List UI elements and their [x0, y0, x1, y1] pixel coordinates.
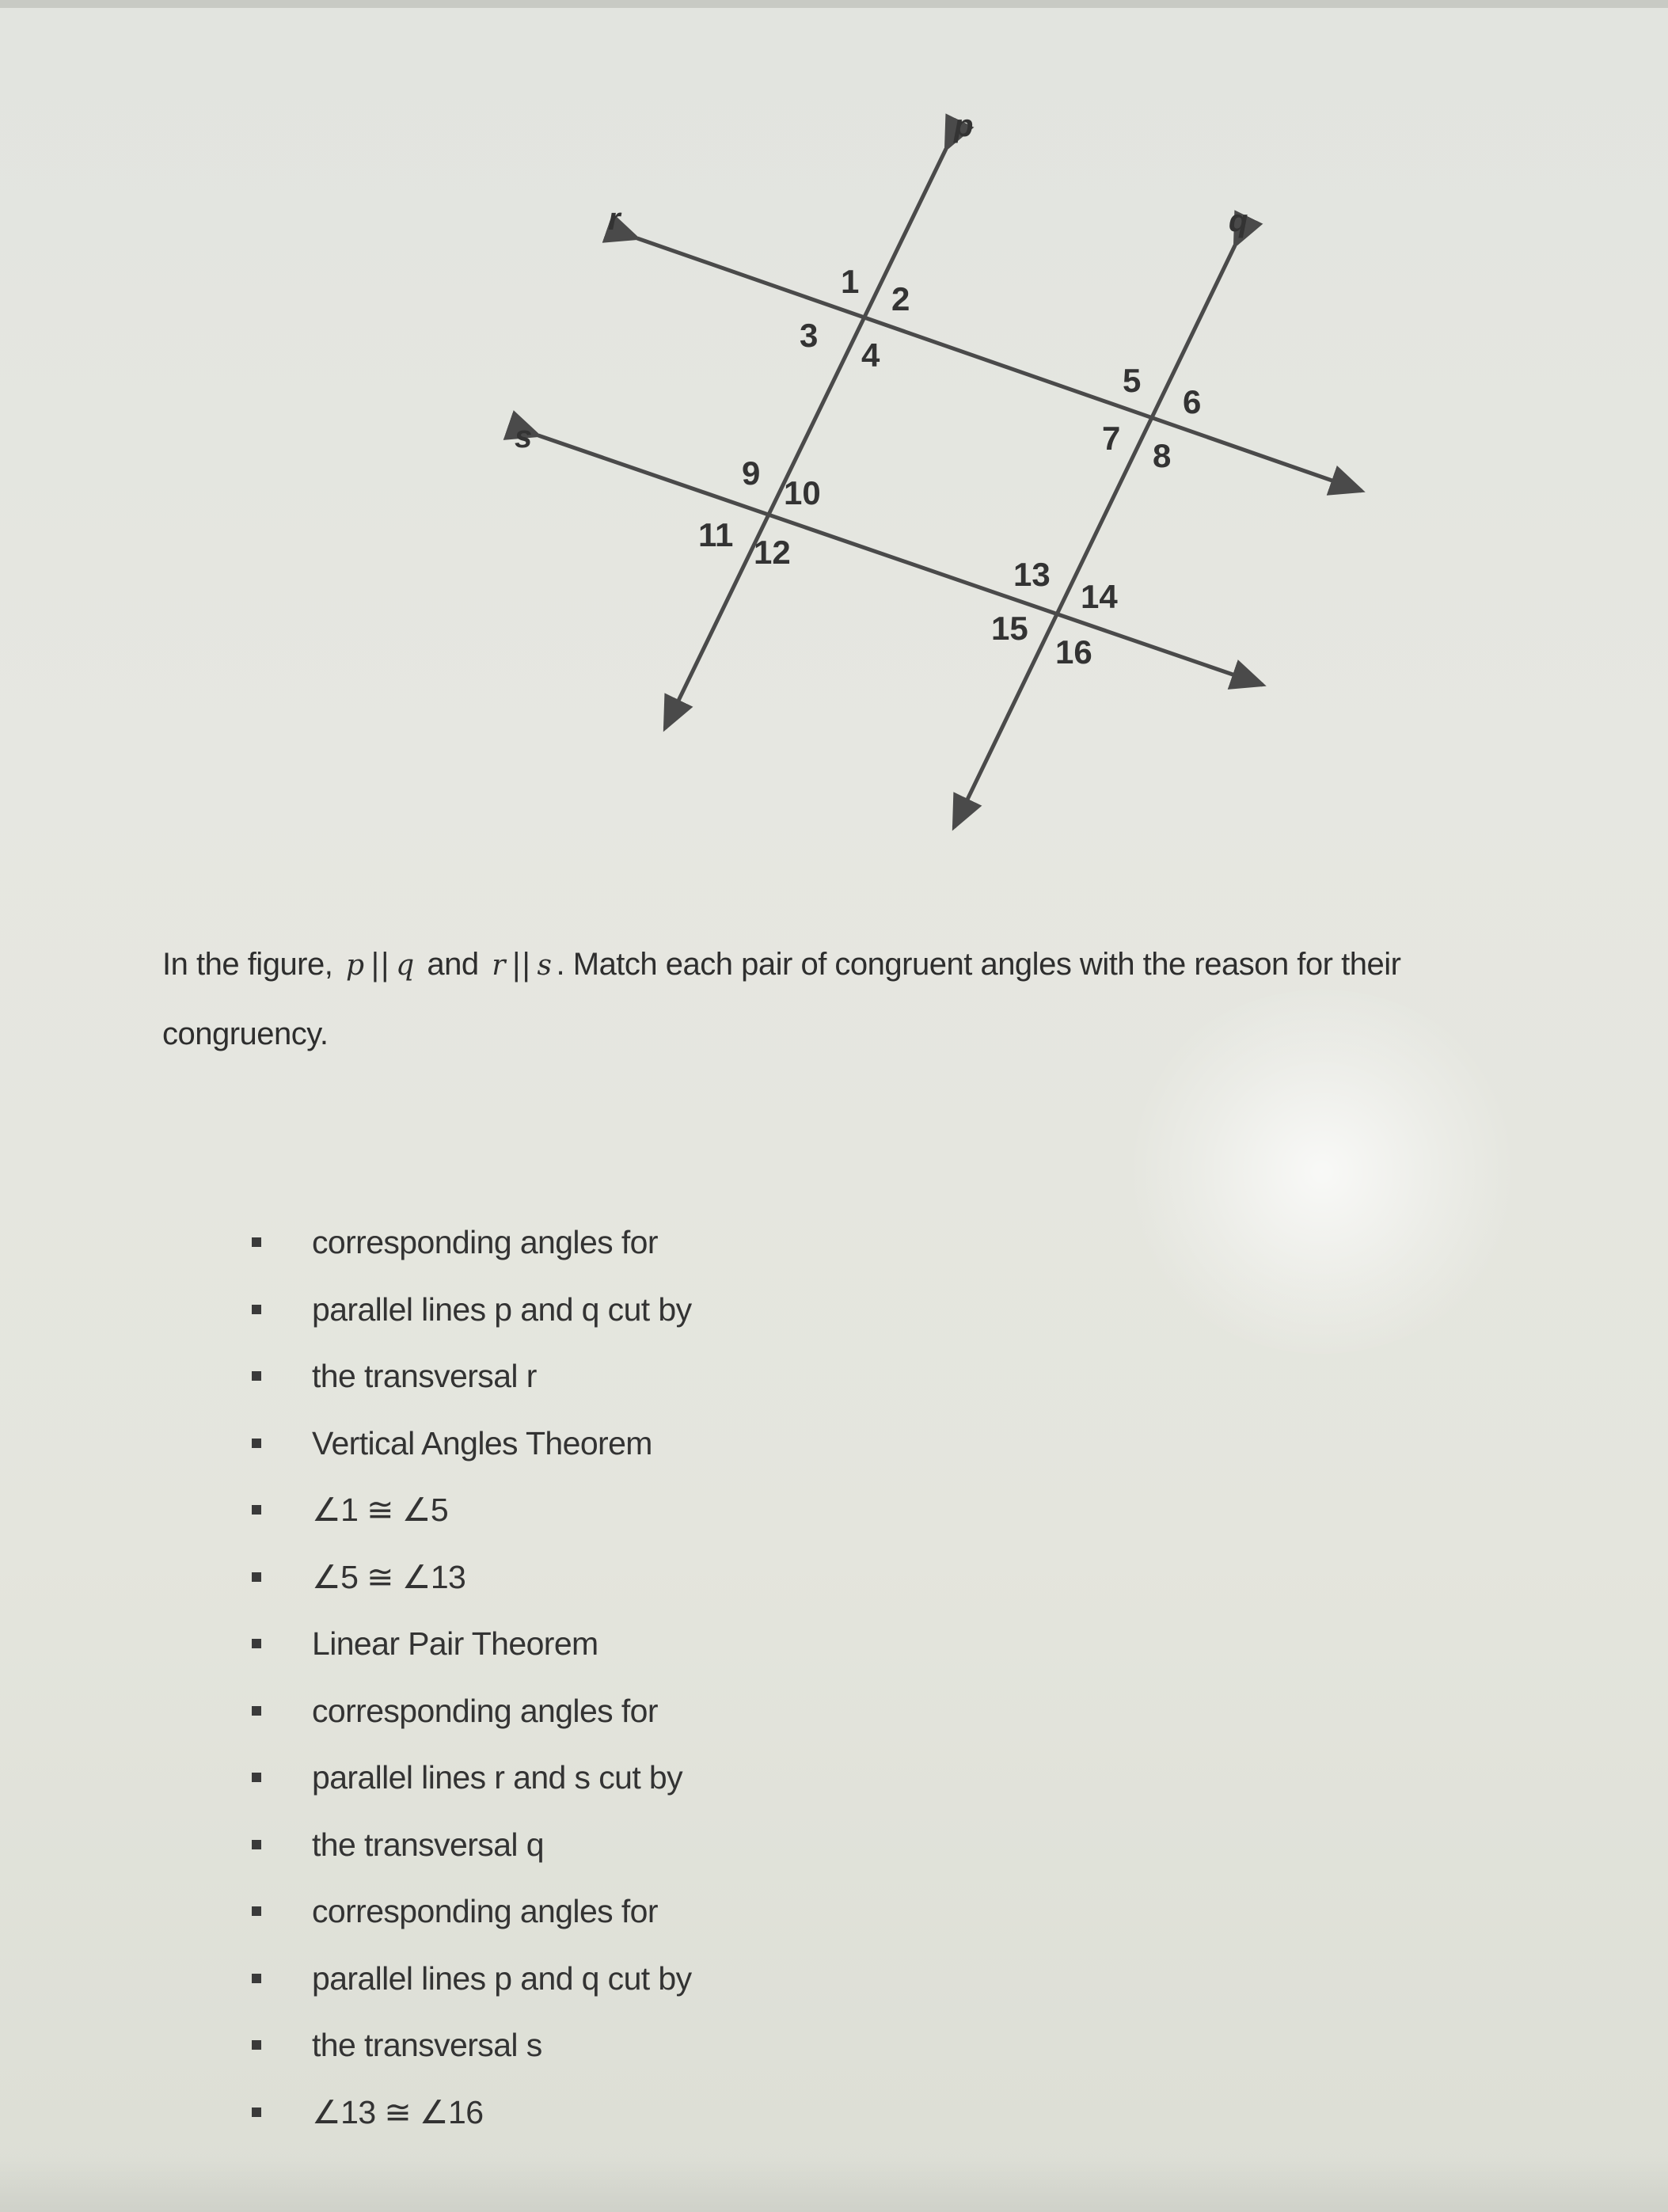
angle-label-10: 10 — [784, 474, 821, 511]
bullet-icon — [252, 1773, 261, 1782]
answer-text: ∠1 ≅ ∠5 — [312, 1492, 449, 1528]
angle-label-2: 2 — [891, 280, 910, 317]
prompt-lead: In the figure, — [162, 947, 333, 982]
bullet-icon — [252, 1840, 261, 1849]
answer-option[interactable] — [237, 1750, 1029, 1818]
answer-option[interactable] — [237, 1684, 1029, 1751]
prompt-and: and — [427, 947, 479, 982]
answer-text: corresponding angles for — [312, 1224, 658, 1260]
line-p — [665, 149, 946, 728]
answer-option[interactable] — [237, 2085, 1029, 2153]
bullet-icon — [252, 1572, 261, 1582]
angle-label-9: 9 — [742, 454, 761, 492]
bullet-icon — [252, 1706, 261, 1716]
answer-options-list — [237, 1215, 1029, 2152]
prompt-parallel-2: || — [511, 947, 531, 982]
prompt-var-q: q — [396, 949, 414, 982]
bullet-icon — [252, 1237, 261, 1247]
angle-label-1: 1 — [841, 263, 860, 300]
answer-option[interactable] — [237, 1952, 1029, 2019]
angle-label-4: 4 — [861, 336, 880, 374]
angle-label-7: 7 — [1102, 420, 1121, 457]
angle-label-15: 15 — [991, 610, 1028, 647]
angle-label-6: 6 — [1183, 383, 1202, 420]
answer-option[interactable] — [237, 1818, 1029, 1885]
prompt-rest: . Match each pair of congruent angles with the reason for their congruency. — [162, 947, 1401, 1051]
bullet-icon — [252, 2107, 261, 2117]
bullet-icon — [252, 2040, 261, 2050]
bullet-icon — [252, 1505, 261, 1515]
label-line-s: s — [515, 420, 533, 454]
answer-text: parallel lines p and q cut by — [312, 1959, 692, 1997]
label-line-r: r — [608, 202, 621, 237]
label-line-p: p — [954, 108, 974, 143]
prompt-parallel-1: || — [370, 947, 390, 982]
angle-label-3: 3 — [800, 317, 819, 354]
question-prompt — [162, 930, 1556, 1068]
answer-text: Linear Pair Theorem — [312, 1625, 598, 1662]
answer-text: Vertical Angles Theorem — [312, 1424, 652, 1461]
answer-text: corresponding angles for — [312, 1692, 658, 1729]
bullet-icon — [252, 1974, 261, 1983]
answer-option[interactable] — [237, 1550, 1029, 1617]
answer-text: the transversal s — [312, 2027, 542, 2063]
angle-label-13: 13 — [1013, 556, 1051, 593]
bullet-icon — [252, 1371, 261, 1381]
angle-label-16: 16 — [1055, 633, 1092, 671]
angle-label-5: 5 — [1123, 362, 1142, 399]
answer-text: parallel lines p and q cut by — [312, 1290, 692, 1328]
bullet-icon — [252, 1906, 261, 1916]
answer-text: the transversal q — [312, 1826, 544, 1863]
answer-option[interactable] — [237, 2018, 1029, 2085]
parallel-lines-figure — [0, 0, 1668, 871]
answer-text: ∠5 ≅ ∠13 — [312, 1558, 466, 1595]
answer-text: parallel lines r and s cut by — [312, 1759, 683, 1796]
line-r — [637, 238, 1362, 491]
answer-option[interactable] — [237, 1283, 1029, 1350]
label-line-q: q — [1229, 203, 1248, 238]
prompt-var-p: p — [346, 949, 364, 982]
angle-label-12: 12 — [754, 534, 791, 571]
answer-text: corresponding angles for — [312, 1893, 658, 1929]
answer-option[interactable] — [237, 1215, 1029, 1283]
bullet-icon — [252, 1305, 261, 1314]
prompt-var-s: s — [537, 949, 552, 982]
answer-option[interactable] — [237, 1617, 1029, 1684]
answer-option[interactable] — [237, 1483, 1029, 1550]
answer-option[interactable] — [237, 1349, 1029, 1416]
bullet-icon — [252, 1439, 261, 1448]
answer-text: the transversal r — [312, 1358, 537, 1394]
bullet-icon — [252, 1639, 261, 1648]
bottom-edge — [0, 2157, 1668, 2212]
angle-label-8: 8 — [1153, 437, 1172, 474]
answer-text: ∠13 ≅ ∠16 — [312, 2093, 484, 2130]
angle-label-14: 14 — [1081, 578, 1118, 615]
angle-label-11: 11 — [698, 516, 734, 553]
answer-option[interactable] — [237, 1884, 1029, 1952]
line-q — [954, 245, 1235, 827]
prompt-var-r: r — [492, 949, 505, 982]
answer-option[interactable] — [237, 1416, 1029, 1484]
